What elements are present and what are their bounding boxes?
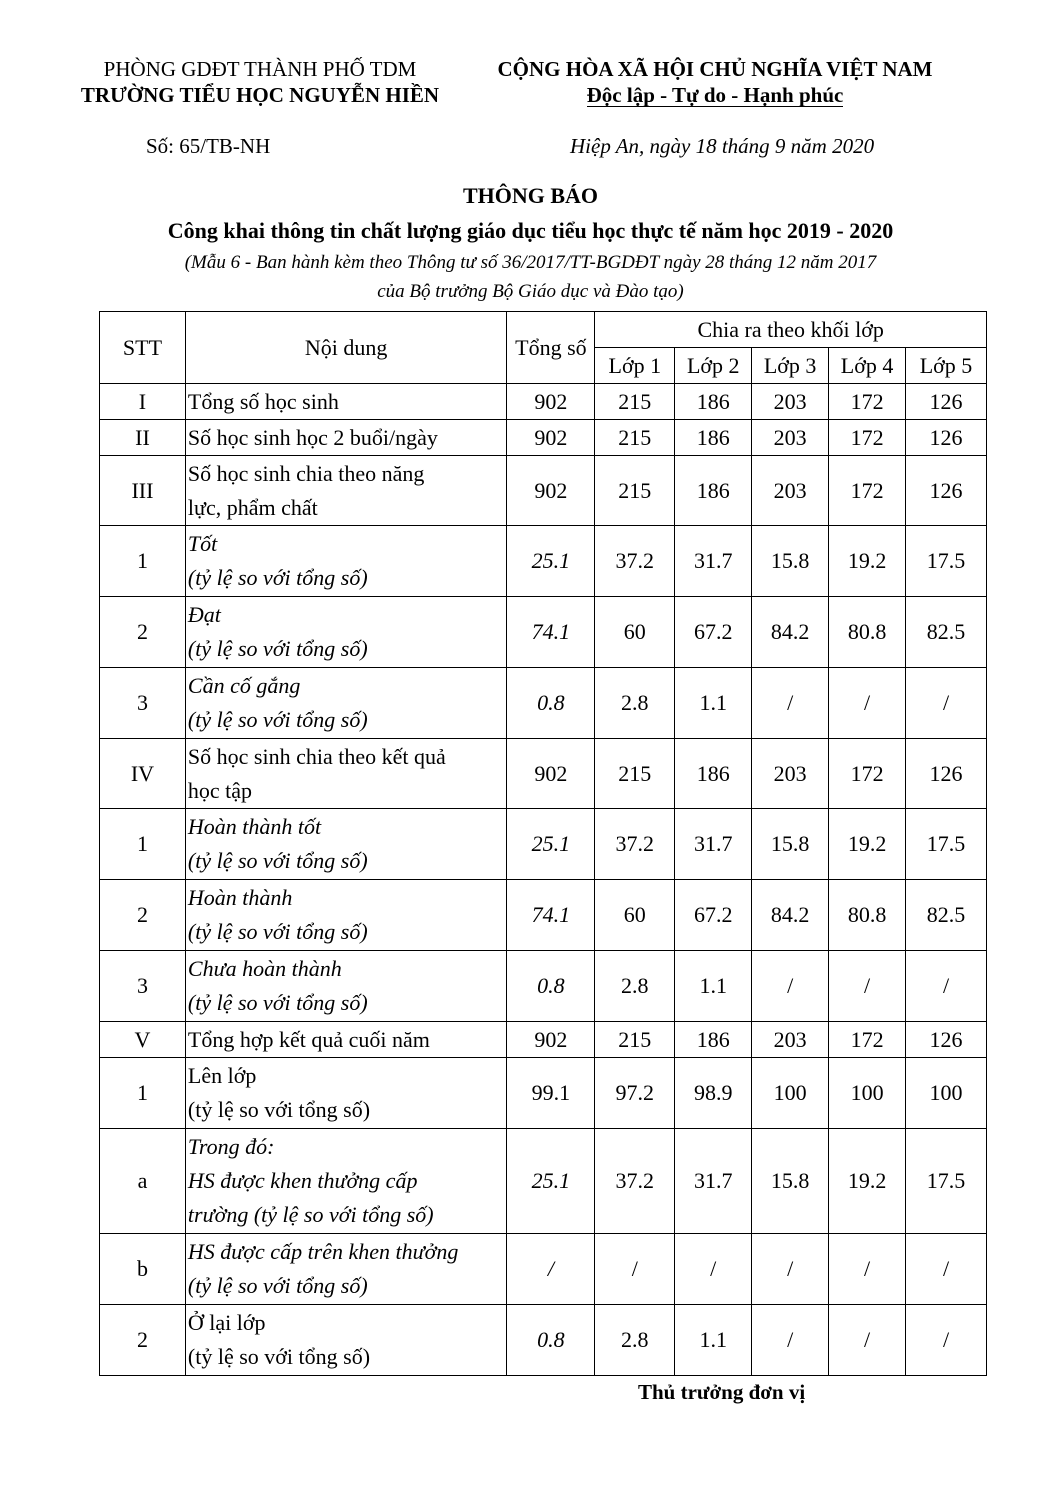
row-total: 0.8	[507, 951, 595, 1022]
content-line: Số học sinh học 2 buổi/ngày	[187, 424, 438, 450]
grade-3-value: 100	[752, 1058, 829, 1129]
table-row	[100, 1058, 987, 1129]
grade-5-value: 126	[906, 1022, 987, 1058]
grade-2-value: 186	[675, 739, 752, 809]
grade-5-value: 100	[906, 1058, 987, 1129]
grade-3-value: 203	[752, 384, 829, 420]
grade-5-value: 126	[906, 456, 987, 526]
table-row	[100, 420, 987, 456]
grade-4-value: 19.2	[829, 526, 906, 597]
row-stt: II	[100, 420, 186, 456]
row-total: 74.1	[507, 880, 595, 951]
grade-5-value: 17.5	[906, 809, 987, 880]
notice-title: THÔNG BÁO	[462, 183, 599, 208]
grade-2-value: 31.7	[675, 526, 752, 597]
grade-1-value: 37.2	[595, 809, 675, 880]
grade-3-value: /	[752, 668, 829, 739]
row-stt: 1	[100, 1058, 186, 1129]
table-row	[100, 1305, 987, 1376]
template-note-line2: của Bộ trưởng Bộ Giáo dục và Đào tạo)	[377, 281, 684, 302]
content-line: Số học sinh chia theo năng	[187, 460, 425, 486]
table-row	[100, 1129, 987, 1234]
header-grade-3: Lớp 3	[752, 348, 829, 384]
row-content	[185, 739, 507, 809]
grade-2-value: 186	[675, 1022, 752, 1058]
content-line: (tỷ lệ so với tổng số)	[187, 919, 368, 944]
content-line: (tỷ lệ so với tổng số)	[187, 707, 368, 732]
grade-4-value: 172	[829, 384, 906, 420]
grade-5-value: /	[906, 668, 987, 739]
grade-1-value: 215	[595, 739, 675, 809]
content-line: Số học sinh chia theo kết quả	[187, 743, 446, 769]
row-content	[185, 668, 507, 739]
grade-5-value: /	[906, 1234, 987, 1305]
content-line: (tỷ lệ so với tổng số)	[187, 990, 368, 1015]
grade-4-value: 19.2	[829, 809, 906, 880]
grade-1-value: 2.8	[595, 951, 675, 1022]
content-line: (tỷ lệ so với tổng số)	[187, 565, 368, 590]
row-total: 0.8	[507, 1305, 595, 1376]
row-total: 99.1	[507, 1058, 595, 1129]
content-line: Cần cố gắng	[187, 673, 301, 698]
content-line: Tổng hợp kết quả cuối năm	[187, 1026, 430, 1052]
grade-1-value: 60	[595, 597, 675, 668]
grade-3-value: /	[752, 951, 829, 1022]
grade-5-value: 17.5	[906, 526, 987, 597]
header-grade-2: Lớp 2	[675, 348, 752, 384]
grade-1-value: 215	[595, 384, 675, 420]
content-line: Tổng số học sinh	[187, 388, 339, 414]
table-row	[100, 1022, 987, 1058]
grade-1-value: 60	[595, 880, 675, 951]
grade-2-value: 67.2	[675, 880, 752, 951]
grade-1-value: 2.8	[595, 668, 675, 739]
table-row	[100, 1234, 987, 1305]
grade-4-value: /	[829, 1234, 906, 1305]
header-grade-5: Lớp 5	[906, 348, 987, 384]
grade-4-value: 172	[829, 739, 906, 809]
grade-5-value: 126	[906, 384, 987, 420]
country-name: CỘNG HÒA XÃ HỘI CHỦ NGHĨA VIỆT NAM	[497, 57, 933, 81]
grade-1-value: 2.8	[595, 1305, 675, 1376]
grade-3-value: 203	[752, 1022, 829, 1058]
header-grade-group: Chia ra theo khối lớp	[595, 312, 987, 348]
content-line: Đạt	[187, 602, 221, 627]
grade-3-value: /	[752, 1305, 829, 1376]
content-line: lực, phẩm chất	[187, 494, 318, 520]
row-content	[185, 1234, 507, 1305]
row-total: 902	[507, 1022, 595, 1058]
row-content	[185, 1129, 507, 1234]
content-line: (tỷ lệ so với tổng số)	[187, 848, 368, 873]
content-line: học tập	[187, 777, 253, 803]
grade-3-value: 84.2	[752, 597, 829, 668]
row-total: 902	[507, 420, 595, 456]
row-content	[185, 526, 507, 597]
row-total: 25.1	[507, 809, 595, 880]
grade-4-value: 80.8	[829, 597, 906, 668]
grade-1-value: 37.2	[595, 1129, 675, 1234]
notice-subtitle: Công khai thông tin chất lượng giáo dục tiểu học thực tế năm học 2019 - 2020	[167, 218, 894, 243]
grade-2-value: 31.7	[675, 809, 752, 880]
grade-1-value: 215	[595, 420, 675, 456]
row-content	[185, 1058, 507, 1129]
grade-3-value: 203	[752, 739, 829, 809]
content-line: HS được khen thưởng cấp	[187, 1168, 418, 1193]
row-total: 74.1	[507, 597, 595, 668]
grade-3-value: 15.8	[752, 809, 829, 880]
grade-2-value: 31.7	[675, 1129, 752, 1234]
header-grade-4: Lớp 4	[829, 348, 906, 384]
table-row	[100, 951, 987, 1022]
row-stt: I	[100, 384, 186, 420]
grade-3-value: 15.8	[752, 526, 829, 597]
grade-3-value: 203	[752, 420, 829, 456]
content-line: Chưa hoàn thành	[187, 956, 342, 981]
row-content	[185, 809, 507, 880]
grade-1-value: 37.2	[595, 526, 675, 597]
row-stt: 3	[100, 951, 186, 1022]
row-content	[185, 384, 507, 420]
grade-2-value: 1.1	[675, 668, 752, 739]
grade-5-value: /	[906, 951, 987, 1022]
grade-2-value: 67.2	[675, 597, 752, 668]
table-row	[100, 880, 987, 951]
content-line: trường (tỷ lệ so với tổng số)	[187, 1202, 434, 1227]
content-line: Tốt	[187, 531, 218, 556]
row-stt: 1	[100, 809, 186, 880]
grade-3-value: 203	[752, 456, 829, 526]
grade-4-value: 80.8	[829, 880, 906, 951]
header-content: Nội dung	[185, 312, 507, 384]
content-line: Trong đó:	[187, 1134, 275, 1159]
place-date: Hiệp An, ngày 18 tháng 9 năm 2020	[570, 134, 875, 158]
grade-1-value: 215	[595, 456, 675, 526]
grade-2-value: 1.1	[675, 951, 752, 1022]
grade-1-value: 97.2	[595, 1058, 675, 1129]
table-row	[100, 526, 987, 597]
grade-2-value: /	[675, 1234, 752, 1305]
row-total: 902	[507, 384, 595, 420]
row-total: 902	[507, 739, 595, 809]
row-stt: a	[100, 1129, 186, 1234]
row-stt: 2	[100, 880, 186, 951]
document-number: Số: 65/TB-NH	[146, 134, 271, 158]
grade-2-value: 186	[675, 420, 752, 456]
grade-4-value: 172	[829, 420, 906, 456]
row-total: 0.8	[507, 668, 595, 739]
table-row	[100, 739, 987, 809]
school-name: TRƯỜNG TIỂU HỌC NGUYỄN HIỀN	[80, 83, 440, 107]
grade-3-value: /	[752, 1234, 829, 1305]
row-total: 25.1	[507, 526, 595, 597]
grade-3-value: 15.8	[752, 1129, 829, 1234]
row-total: 25.1	[507, 1129, 595, 1234]
table-row	[100, 456, 987, 526]
grade-4-value: 100	[829, 1058, 906, 1129]
grade-4-value: 172	[829, 456, 906, 526]
grade-5-value: 126	[906, 420, 987, 456]
grade-1-value: 215	[595, 1022, 675, 1058]
row-content	[185, 597, 507, 668]
row-content	[185, 951, 507, 1022]
grade-5-value: 82.5	[906, 880, 987, 951]
grade-5-value: /	[906, 1305, 987, 1376]
grade-3-value: 84.2	[752, 880, 829, 951]
template-note-line1: (Mẫu 6 - Ban hành kèm theo Thông tư số 36/2017/TT-BGDĐT ngày 28 tháng 12 năm 2017	[184, 252, 877, 273]
row-stt: b	[100, 1234, 186, 1305]
content-line: Lên lớp	[187, 1063, 257, 1088]
motto: Độc lập - Tự do - Hạnh phúc	[586, 83, 844, 107]
row-content	[185, 1305, 507, 1376]
row-stt: 2	[100, 1305, 186, 1376]
row-stt: III	[100, 456, 186, 526]
content-line: Ở lại lớp	[187, 1310, 266, 1335]
issuing-authority	[40, 56, 480, 108]
row-stt: IV	[100, 739, 186, 809]
grade-4-value: 172	[829, 1022, 906, 1058]
grade-2-value: 1.1	[675, 1305, 752, 1376]
table-row	[100, 809, 987, 880]
row-stt: 2	[100, 597, 186, 668]
grade-4-value: /	[829, 1305, 906, 1376]
row-content	[185, 456, 507, 526]
grade-1-value: /	[595, 1234, 675, 1305]
grade-2-value: 186	[675, 456, 752, 526]
grade-5-value: 82.5	[906, 597, 987, 668]
row-content	[185, 420, 507, 456]
row-total: 902	[507, 456, 595, 526]
national-heading	[460, 56, 970, 108]
content-line: Hoàn thành tốt	[187, 814, 322, 839]
row-total: /	[507, 1234, 595, 1305]
content-line: (tỷ lệ so với tổng số)	[187, 1273, 368, 1298]
content-line: (tỷ lệ so với tổng số)	[187, 1344, 371, 1369]
header-grade-1: Lớp 1	[595, 348, 675, 384]
content-line: (tỷ lệ so với tổng số)	[187, 1097, 371, 1122]
signature-title: Thủ trưởng đơn vị	[638, 1380, 806, 1404]
grade-4-value: /	[829, 668, 906, 739]
grade-2-value: 186	[675, 384, 752, 420]
table-row	[100, 597, 987, 668]
content-line: (tỷ lệ so với tổng số)	[187, 636, 368, 661]
content-line: HS được cấp trên khen thưởng	[187, 1239, 459, 1264]
row-stt: 1	[100, 526, 186, 597]
row-content	[185, 1022, 507, 1058]
table-row	[100, 384, 987, 420]
header-total: Tổng số	[507, 312, 595, 384]
header-stt: STT	[100, 312, 186, 384]
row-stt: 3	[100, 668, 186, 739]
education-quality-table	[99, 311, 987, 1376]
content-line: Hoàn thành	[187, 885, 293, 910]
grade-4-value: /	[829, 951, 906, 1022]
department-name: PHÒNG GDĐT THÀNH PHỐ TDM	[103, 57, 417, 81]
grade-5-value: 17.5	[906, 1129, 987, 1234]
grade-5-value: 126	[906, 739, 987, 809]
row-content	[185, 880, 507, 951]
grade-2-value: 98.9	[675, 1058, 752, 1129]
grade-4-value: 19.2	[829, 1129, 906, 1234]
row-stt: V	[100, 1022, 186, 1058]
table-row	[100, 668, 987, 739]
